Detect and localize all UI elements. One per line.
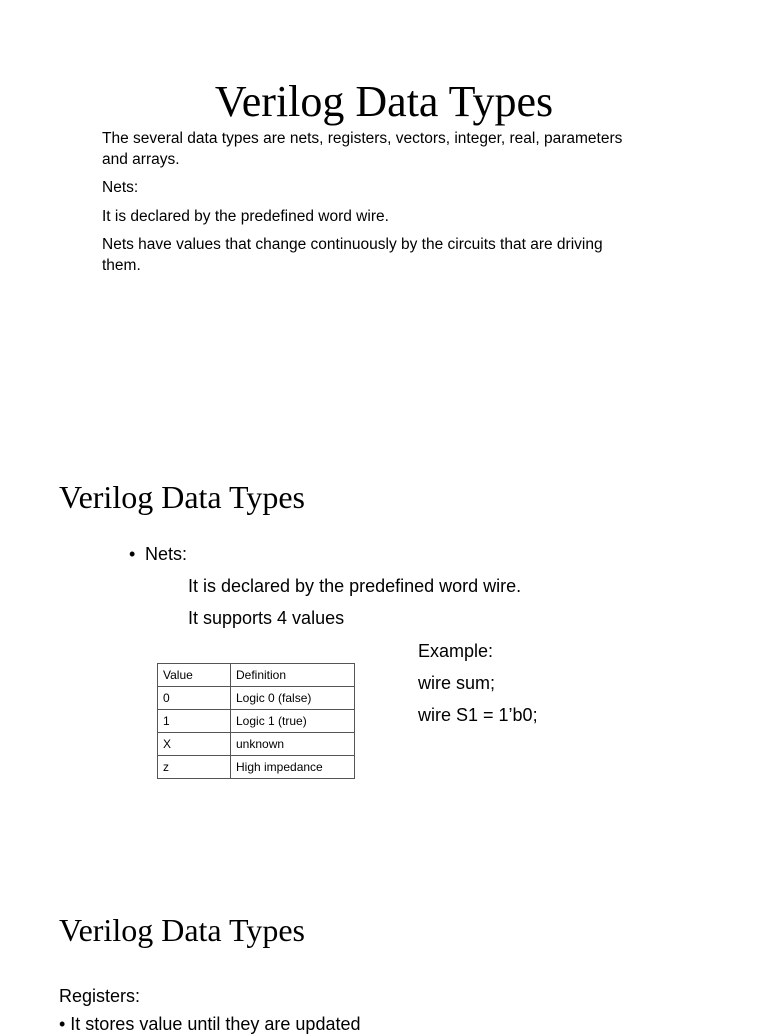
slide3-registers-label: Registers: (59, 986, 141, 1006)
slide2-supports-text: It supports 4 values (188, 608, 345, 628)
table-row (158, 733, 355, 756)
table-row (158, 710, 355, 733)
value-definition-table (157, 663, 355, 779)
slide2-nets-bullet: Nets: (145, 544, 188, 564)
table-cell-definition: unknown (231, 733, 355, 756)
table-header-definition: Definition (231, 664, 355, 687)
table-cell-value: X (158, 733, 231, 756)
table-cell-value: 1 (158, 710, 231, 733)
slide2-title: Verilog Data Types (59, 479, 305, 515)
table-cell-definition: High impedance (231, 756, 355, 779)
table-header-value: Value (158, 664, 231, 687)
table-header-row (158, 664, 355, 687)
slide1-declared-text: It is declared by the predefined word wire. (102, 208, 389, 225)
slide1-intro-text: The several data types are nets, registers, vectors, integer, real, parameters and arrays. (102, 130, 623, 168)
slide3-title: Verilog Data Types (59, 912, 305, 948)
slide1-nets-label: Nets: (102, 179, 139, 196)
slide1-title: Verilog Data Types (214, 77, 554, 126)
slide2-declared-text: It is declared by the predefined word wire. (188, 576, 522, 596)
table-cell-value: z (158, 756, 231, 779)
table-row (158, 687, 355, 710)
example-title: Example: (418, 641, 494, 661)
table-cell-definition: Logic 0 (false) (231, 687, 355, 710)
table-cell-value: 0 (158, 687, 231, 710)
example-code-line: wire sum; (418, 673, 496, 693)
bullet-point-icon: • (129, 544, 136, 564)
table-row (158, 756, 355, 779)
slide3-partial-line: • It stores value until they are updated (59, 1014, 361, 1034)
slide1-values-text: Nets have values that change continuously by the circuits that are driving them. (102, 236, 603, 274)
table-cell-definition: Logic 1 (true) (231, 710, 355, 733)
example-code-line: wire S1 = 1’b0; (418, 705, 538, 725)
